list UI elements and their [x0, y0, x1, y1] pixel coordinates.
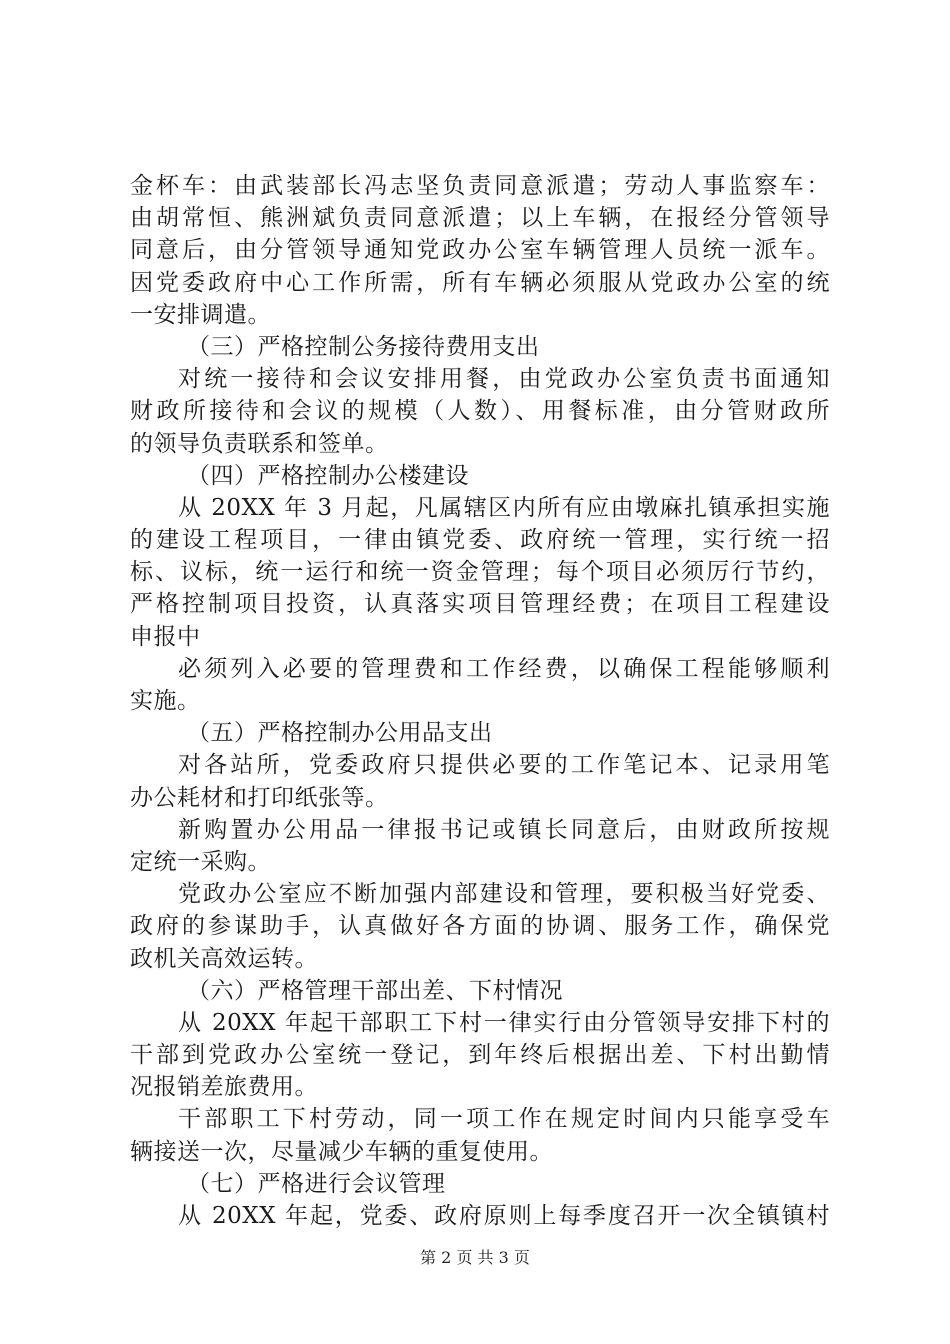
text-line: 定统一采购。: [130, 848, 271, 875]
text-line: 同意后，由分管领导通知党政办公室车辆管理人员统一派车。: [130, 237, 830, 264]
text-line: 办公耗材和打印纸张等。: [130, 784, 389, 811]
section-heading: （七）严格进行会议管理: [187, 1170, 446, 1197]
text-line: 标、议标，统一运行和统一资金管理；每个项目必须厉行节约，: [130, 559, 830, 586]
page-footer: 第 2 页 共 3 页: [420, 1248, 530, 1267]
text-line: 必须列入必要的管理费和工作经费，以确保工程能够顺利: [178, 655, 830, 682]
text-line: 严格控制项目投资，认真落实项目管理经费；在项目工程建设: [130, 591, 830, 618]
text-line: 实施。: [130, 688, 201, 714]
section-heading: （四）严格控制办公楼建设: [187, 462, 469, 489]
text-line: 辆接送一次，尽量减少车辆的重复使用。: [130, 1138, 553, 1165]
section-heading: （六）严格管理干部出差、下村情况: [187, 977, 563, 1004]
text-line: 的建设工程项目，一律由镇党委、政府统一管理，实行统一招: [130, 527, 830, 554]
section-heading: （三）严格控制公务接待费用支出: [187, 333, 540, 360]
text-line: 从 20XX 年起，党委、政府原则上每季度召开一次全镇镇村: [178, 1203, 830, 1229]
document-body: [130, 170, 830, 1232]
text-line: 从 20XX 年起干部职工下村一律实行由分管领导安排下村的: [178, 1009, 830, 1036]
text-line: 政府的参谋助手，认真做好各方面的协调、服务工作，确保党: [130, 913, 830, 940]
text-line: 申报中: [130, 623, 201, 650]
text-line: 干部职工下村劳动，同一项工作在规定时间内只能享受车: [178, 1106, 830, 1133]
section-heading: （五）严格控制办公用品支出: [187, 720, 493, 747]
text-line: 一安排调遣。: [130, 301, 271, 328]
text-line: 金杯车：由武装部长冯志坚负责同意派遣；劳动人事监察车：: [130, 173, 830, 199]
text-line: 干部到党政办公室统一登记，到年终后根据出差、下村出勤情: [130, 1042, 830, 1069]
text-line: 况报销差旅费用。: [130, 1074, 318, 1101]
text-line: 新购置办公用品一律报书记或镇长同意后，由财政所按规: [178, 816, 830, 843]
text-line: 因党委政府中心工作所需，所有车辆必须服从党政办公室的统: [130, 269, 830, 296]
text-line: 从 20XX 年 3 月起，凡属辖区内所有应由墩麻扎镇承担实施: [178, 494, 830, 521]
text-line: 的领导负责联系和签单。: [130, 430, 389, 457]
text-line: 财政所接待和会议的规模（人数）、用餐标准，由分管财政所: [130, 398, 830, 425]
text-line: 由胡常恒、熊洲斌负责同意派遣；以上车辆，在报经分管领导: [130, 205, 830, 232]
text-line: 党政办公室应不断加强内部建设和管理，要积极当好党委、: [178, 881, 830, 908]
text-line: 对统一接待和会议安排用餐，由党政办公室负责书面通知: [178, 366, 830, 393]
text-line: 政机关高效运转。: [130, 945, 318, 972]
text-line: 对各站所，党委政府只提供必要的工作笔记本、记录用笔: [178, 752, 830, 779]
